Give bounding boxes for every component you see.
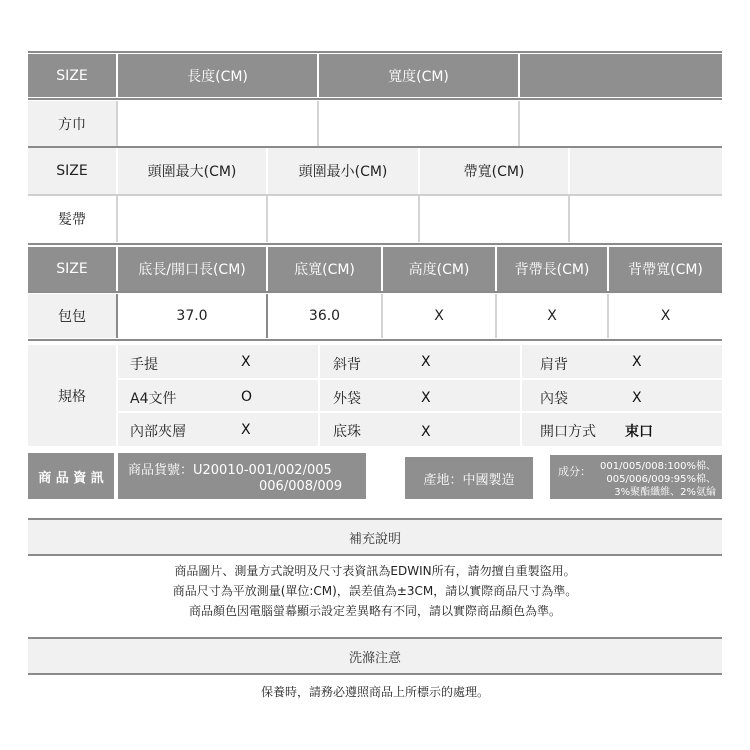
table-cell xyxy=(520,101,722,146)
table-cell xyxy=(570,196,722,242)
spec-name: 手提 xyxy=(130,357,158,373)
divider xyxy=(495,294,497,338)
column-header xyxy=(319,54,518,97)
header-strap-width: 背帶寬(CM) xyxy=(628,262,703,278)
cell-value: X xyxy=(547,308,557,324)
divider xyxy=(518,101,520,146)
table-cell xyxy=(319,101,518,146)
size-header xyxy=(28,148,116,194)
product-info-label-text: 商 品 資 訊 xyxy=(38,470,104,486)
table-cell xyxy=(420,196,568,242)
origin-box xyxy=(405,457,533,499)
table-cell xyxy=(268,294,381,338)
header-bottom-width: 底寬(CM) xyxy=(294,262,355,278)
row-label-headband xyxy=(28,196,116,242)
divider xyxy=(317,101,319,146)
material-box xyxy=(550,455,722,499)
spec-value: X xyxy=(421,354,431,370)
spec-name: 開口方式 xyxy=(540,424,596,440)
header-head-max: 頭圍最大(CM) xyxy=(147,164,237,180)
spec-value: O xyxy=(241,389,253,405)
divider xyxy=(418,196,420,242)
column-header xyxy=(420,148,568,194)
divider xyxy=(568,148,570,194)
origin-text: 產地：中國製造 xyxy=(423,472,515,488)
spec-name: 肩背 xyxy=(540,357,568,373)
table-cell xyxy=(497,294,607,338)
washing-header xyxy=(28,637,722,675)
spec-name: 斜背 xyxy=(333,357,361,373)
supplement-title: 補充說明 xyxy=(348,531,401,547)
specs-label-text: 規格 xyxy=(58,388,86,405)
divider xyxy=(266,196,268,242)
spec-value: X xyxy=(632,354,642,370)
divider xyxy=(116,101,118,146)
item-number-box xyxy=(118,453,366,499)
column-header xyxy=(520,54,722,97)
cell-value: X xyxy=(660,308,671,324)
table-cell xyxy=(609,294,722,338)
header-length: 長度(CM) xyxy=(187,68,248,85)
cell-value: X xyxy=(434,308,444,324)
spec-value: X xyxy=(421,424,431,440)
divider xyxy=(418,148,420,194)
size-header xyxy=(28,247,116,291)
divider xyxy=(520,345,522,446)
supplement-line: 商品尺寸為平放測量(單位:CM)，誤差值為±3CM，請以實際商品尺寸為準。 xyxy=(172,584,578,598)
material-prefix: 成分： xyxy=(558,465,591,478)
column-header xyxy=(118,247,266,291)
row-label: 包包 xyxy=(58,309,86,325)
divider xyxy=(381,294,383,338)
column-header xyxy=(383,247,495,291)
spec-value: X xyxy=(241,422,251,438)
cell-value: 37.0 xyxy=(176,308,208,324)
column-header xyxy=(268,247,381,291)
material-line1: 001/005/008:100%棉、 xyxy=(600,461,716,472)
table-cell xyxy=(118,101,317,146)
divider xyxy=(318,345,320,446)
table-cell xyxy=(118,294,266,338)
header-head-min: 頭圍最小(CM) xyxy=(298,164,388,180)
column-header xyxy=(118,148,266,194)
washing-title: 洗滌注意 xyxy=(348,650,401,666)
spec-name: A4文件 xyxy=(130,391,177,407)
spec-value: X xyxy=(632,390,642,406)
table-cell xyxy=(268,196,418,242)
spec-value: X xyxy=(241,354,251,370)
size-label: SIZE xyxy=(56,163,88,179)
header-strap-length: 背帶長(CM) xyxy=(514,262,590,278)
supplement-line: 商品圖片、測量方式說明及尺寸表資訊為EDWIN所有，請勿擅自重製盜用。 xyxy=(174,564,576,578)
header-band-width: 帶寬(CM) xyxy=(463,164,525,180)
divider xyxy=(568,196,570,242)
divider xyxy=(116,196,118,242)
column-header xyxy=(268,148,418,194)
divider xyxy=(116,345,118,446)
header-height: 高度(CM) xyxy=(408,262,470,278)
divider xyxy=(607,294,609,338)
item-number-line1: 商品貨號：U20010-001/002/005 xyxy=(128,463,332,478)
spec-name: 內部夾層 xyxy=(130,424,186,440)
divider xyxy=(28,51,722,53)
size-label: SIZE xyxy=(56,67,88,84)
washing-line: 保養時，請務必遵照商品上所標示的處理。 xyxy=(260,685,489,699)
item-number-line2: 006/008/009 xyxy=(259,479,343,494)
size-label: SIZE xyxy=(56,261,88,277)
divider xyxy=(118,378,722,380)
specs-label xyxy=(28,345,116,446)
material-line3: 3%聚酯纖維、2%氨綸 xyxy=(614,487,716,498)
spec-value: 束口 xyxy=(625,424,653,440)
column-header xyxy=(497,247,607,291)
divider xyxy=(116,148,118,194)
table-cell xyxy=(383,294,495,338)
divider xyxy=(118,411,722,413)
table-cell xyxy=(118,196,266,242)
column-header xyxy=(118,54,317,97)
cell-value: 36.0 xyxy=(308,308,341,324)
row-label: 方巾 xyxy=(58,116,86,133)
divider xyxy=(28,98,722,100)
divider xyxy=(266,294,268,338)
spec-name: 內袋 xyxy=(540,391,568,407)
supplement-line: 商品顏色因電腦螢幕顯示設定差異略有不同，請以實際商品顏色為準。 xyxy=(188,604,561,618)
product-info-label xyxy=(28,453,114,499)
spec-name: 底珠 xyxy=(333,424,361,440)
divider xyxy=(28,243,722,245)
supplement-header xyxy=(28,518,722,556)
row-label-scarf xyxy=(28,101,116,146)
size-header xyxy=(28,54,116,97)
header-bottom-length: 底長/開口長(CM) xyxy=(138,262,246,278)
header-width: 寬度(CM) xyxy=(388,68,449,85)
divider xyxy=(116,294,118,338)
material-line2: 005/006/009:95%棉、 xyxy=(606,474,716,485)
spec-value: X xyxy=(421,390,431,406)
spec-name: 外袋 xyxy=(333,391,361,407)
divider xyxy=(28,291,722,293)
divider xyxy=(266,148,268,194)
row-label: 髮帶 xyxy=(58,212,86,228)
divider xyxy=(28,339,722,341)
row-label-bag xyxy=(28,294,116,338)
column-header xyxy=(570,148,722,194)
column-header xyxy=(609,247,722,291)
